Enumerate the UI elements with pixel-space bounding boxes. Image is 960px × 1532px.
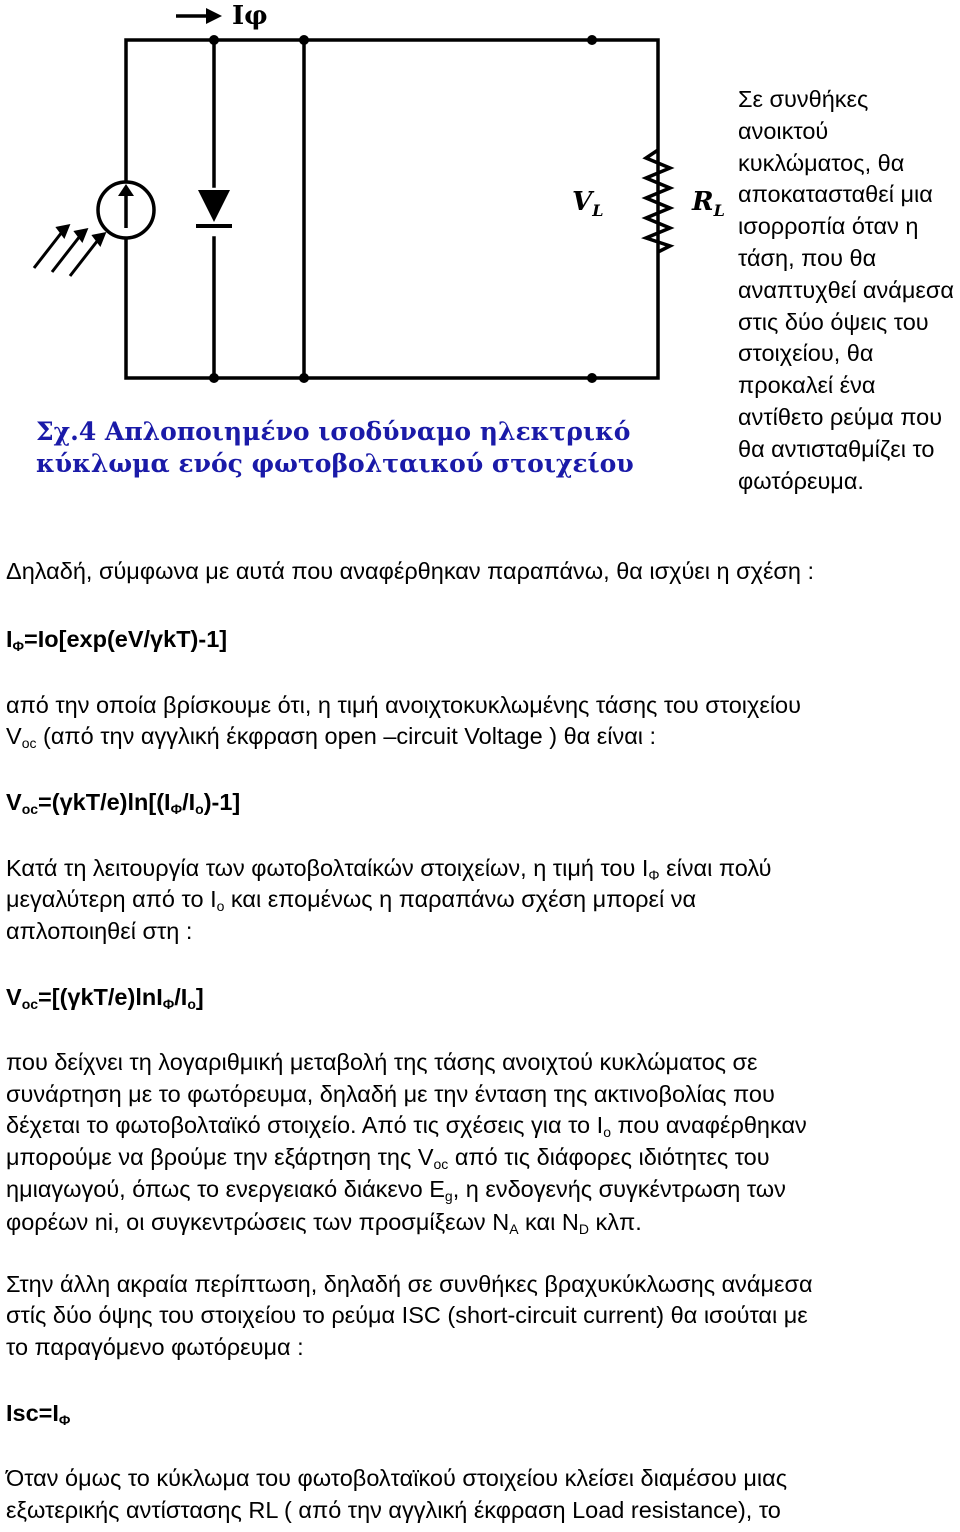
- figure-caption-line: κύκλωμα ενός φωτοβολταικού στοιχείου: [36, 449, 634, 478]
- paragraph-line: από την οποία βρίσκουμε ότι, η τιμή ανοιχτοκυκλωμένης τάσης του στοιχείου: [6, 692, 801, 718]
- junction-dot: [587, 373, 597, 383]
- junction-dot: [299, 373, 309, 383]
- current-source-icon: [98, 182, 154, 238]
- resistor-label: R: [692, 187, 714, 217]
- equation-voc: $V_{oc}=(\gamma kT/e)\ln[(I_\Phi/I_o)-1]$: [6, 789, 241, 817]
- paragraph-line: Όταν όμως το κύκλωμα του φωτοβολταϊκού στοιχείου κλείσει διαμέσου μιας: [6, 1465, 788, 1491]
- resistor-label-sub: L: [713, 201, 725, 220]
- paragraph-line: Κατά τη λειτουργία των φωτοβολταίκών στοιχείων, η τιμή του $I_\Phi$ είναι πολύ: [6, 855, 772, 883]
- junction-dot: [587, 35, 597, 45]
- svg-text:RL: [691, 187, 725, 220]
- paragraph-line: δέχεται το φωτοβολταϊκό στοιχείο. Από τις σχέσεις για το $I_o$ που αναφέρθηκαν: [6, 1112, 807, 1140]
- paragraph-line: εξωτερικής αντίστασης RL ( από την αγγλική έκφραση Load resistance), το: [6, 1497, 781, 1523]
- voltage-label: V: [572, 187, 593, 217]
- paragraph-line: ημιαγωγού, όπως το ενεργειακό διάκενο $E_g$, η ενδογενής συγκέντρωση των: [6, 1176, 786, 1204]
- junction-dot: [299, 35, 309, 45]
- figure-caption: [36, 416, 634, 480]
- paragraph-intro: Δηλαδή, σύμφωνα με αυτά που αναφέρθηκαν παραπάνω, θα ισχύει η σχέση :: [6, 558, 815, 584]
- paragraph-line: μπορούμε να βρούμε την εξάρτηση της $V_{oc}$ από τις διάφορες ιδιότητες του: [6, 1144, 770, 1172]
- current-label: Iφ: [232, 1, 268, 31]
- equation-voc-simplified: $V_{oc}=[(\gamma kT/e)\ln I_\Phi/I_o]$: [6, 984, 204, 1012]
- paragraph-line: απλοποιηθεί στη :: [6, 918, 193, 944]
- voltage-label-sub: L: [592, 201, 604, 220]
- light-rays-icon: [34, 226, 104, 276]
- paragraph-line: στίς δύο όψης του στοιχείου το ρεύμα ISC (short-circuit current) θα ισούται με: [6, 1302, 808, 1328]
- figure-caption-line: Σχ.4 Απλοποιημένο ισοδύναμο ηλεκτρικό: [36, 417, 631, 446]
- paragraph-line: μεγαλύτερη από το $I_o$ και επομένως η παραπάνω σχέση μπορεί να: [6, 886, 697, 914]
- side-note: Σε συνθήκες ανοικτού κυκλώματος, θα αποκατασταθεί μια ισορροπία όταν η τάση, που θα αναπτυχθεί ανάμεσα στις δύο όψεις του στοιχείου, θα προκαλεί ένα αντίθετο ρεύμα που θα αντισταθμίζει το φωτόρευμα.: [738, 86, 954, 494]
- diode-icon: [196, 190, 232, 226]
- paragraph-line: φορέων ni, οι συγκεντρώσεις των προσμίξεων $N_A$ και $N_D$ κλπ.: [6, 1209, 642, 1237]
- junction-dot: [209, 35, 219, 45]
- paragraph-line: το παραγόμενο φωτόρευμα :: [6, 1334, 304, 1360]
- equation-photocurrent: $I_\Phi=Io[\exp(eV/\gamma kT)-1]$: [6, 626, 228, 654]
- paragraph-line: Στην άλλη ακραία περίπτωση, δηλαδή σε συνθήκες βραχυκύκλωσης ανάμεσα: [6, 1271, 813, 1297]
- junction-dot: [209, 373, 219, 383]
- paragraph-line: συνάρτηση με το φωτόρευμα, δηλαδή με την ένταση της ακτινοβολίας που: [6, 1081, 775, 1107]
- svg-text:VL: [572, 187, 603, 220]
- paragraph-line: $V_{oc}$ (από την αγγλική έκφραση open –circuit Voltage ) θα είναι :: [6, 723, 657, 751]
- current-arrow-icon: [176, 8, 222, 24]
- equation-isc: $Isc=I_\Phi$: [6, 1400, 71, 1428]
- paragraph-line: που δείχνει τη λογαριθμική μεταβολή της τάσης ανοιχτού κυκλώματος σε: [6, 1049, 758, 1075]
